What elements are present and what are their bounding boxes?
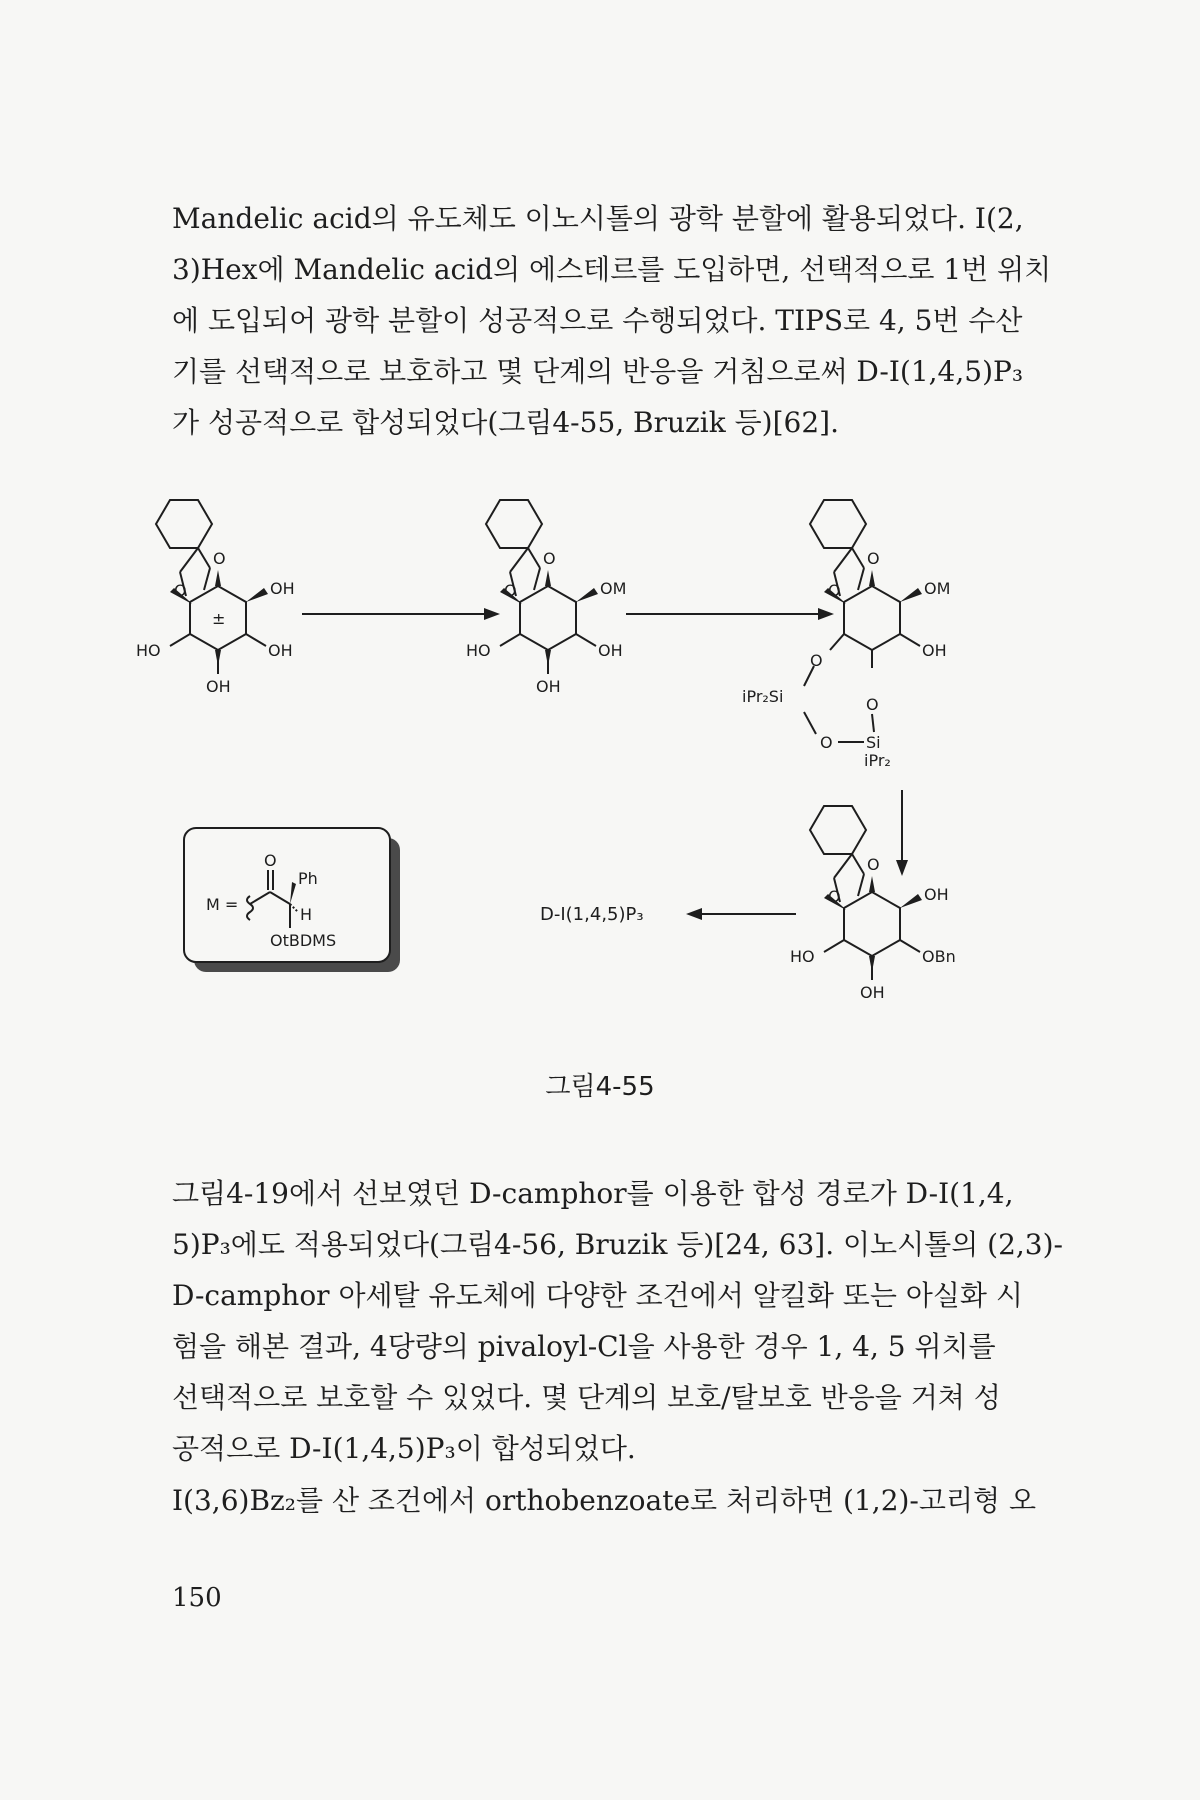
label-oh: OH <box>924 885 949 904</box>
text-line: 5)P₃에도 적용되었다(그림4-56, Bruzik 등)[24, 63]. 이노시톨의 (2,3)- <box>172 1228 1063 1261</box>
label-o: O <box>213 549 226 568</box>
label-oh: OH <box>206 677 231 696</box>
label-o: O <box>828 581 841 600</box>
text-line: D-camphor 아세탈 유도체에 다양한 조건에서 알킬화 또는 아실화 시 <box>172 1279 1023 1312</box>
paragraph-2 <box>172 1168 1063 1474</box>
label-racemic: ± <box>212 609 226 628</box>
label-ipr2: iPr₂ <box>864 751 891 770</box>
label-ho: HO <box>466 641 491 660</box>
text-line: 에 도입되어 광학 분할이 성공적으로 수행되었다. TIPS로 4, 5번 수산 <box>172 304 1023 337</box>
inositol-ring <box>520 586 576 650</box>
molecule-2 <box>486 500 596 674</box>
label-o: O <box>828 887 841 906</box>
text-line: 선택적으로 보호할 수 있었다. 몇 단계의 보호/탈보호 반응을 거쳐 성 <box>172 1381 1001 1414</box>
paragraph-1 <box>172 193 1052 448</box>
label-h: H <box>300 905 313 924</box>
text-line: 험을 해본 결과, 4당량의 pivaloyl-Cl을 사용한 경우 1, 4, 5 위치를 <box>172 1330 996 1363</box>
text-line: 그림4-19에서 선보였던 D-camphor를 이용한 합성 경로가 D-I(1,4, <box>172 1177 1014 1210</box>
label-o: O <box>820 733 833 752</box>
cyclohexane-ring <box>486 500 542 548</box>
label-o: O <box>504 581 517 600</box>
label-m-definition: M = <box>206 895 239 914</box>
label-ph: Ph <box>298 869 318 888</box>
cyclohexane-ring <box>810 500 866 548</box>
label-oh: OH <box>922 641 947 660</box>
label-o: O <box>866 695 879 714</box>
label-o: O <box>867 549 880 568</box>
text-line: 3)Hex에 Mandelic acid의 에스테르를 도입하면, 선택적으로 1번 위치 <box>172 253 1052 286</box>
label-o: O <box>867 855 880 874</box>
label-ho: HO <box>790 947 815 966</box>
label-oh: OH <box>598 641 623 660</box>
label-ipr2si: iPr₂Si <box>742 687 784 706</box>
product-label: D-I(1,4,5)P₃ <box>540 904 644 925</box>
text-line: 가 성공적으로 합성되었다(그림4-55, Bruzik 등)[62]. <box>172 406 839 439</box>
paragraph-3 <box>172 1475 1042 1526</box>
cyclohexane-ring <box>156 500 212 548</box>
label-o: O <box>543 549 556 568</box>
label-si: Si <box>866 733 881 752</box>
reaction-scheme <box>130 480 1070 1040</box>
inositol-ring <box>844 892 900 956</box>
figure-caption: 그림4-55 <box>545 1072 655 1102</box>
label-otbdms: OtBDMS <box>270 931 337 950</box>
label-o: O <box>174 581 187 600</box>
text-line: I(3,6)Bz₂를 산 조건에서 orthobenzoate로 처리하면 (1,2)-고리형 오 <box>172 1484 1036 1517</box>
label-obn: OBn <box>922 947 956 966</box>
molecule-3 <box>804 500 920 742</box>
label-oh: OH <box>536 677 561 696</box>
label-ho: HO <box>136 641 161 660</box>
text-line: 기를 선택적으로 보호하고 몇 단계의 반응을 거침으로써 D-I(1,4,5)P₃ <box>172 355 1024 388</box>
label-o: O <box>810 651 823 670</box>
inositol-ring <box>844 586 900 650</box>
label-oh: OH <box>268 641 293 660</box>
molecule-4 <box>810 806 920 980</box>
label-oh: OH <box>270 579 295 598</box>
text-line: Mandelic acid의 유도체도 이노시톨의 광학 분할에 활용되었다. I(2, <box>172 202 1024 235</box>
label-om: OM <box>924 579 951 598</box>
label-oh: OH <box>860 983 885 1002</box>
cyclohexane-ring <box>810 806 866 854</box>
text-line: 공적으로 D-I(1,4,5)P₃이 합성되었다. <box>172 1432 636 1465</box>
molecule-1 <box>156 500 266 674</box>
label-o: O <box>264 851 277 870</box>
page-number: 150 <box>172 1583 222 1613</box>
label-om: OM <box>600 579 627 598</box>
